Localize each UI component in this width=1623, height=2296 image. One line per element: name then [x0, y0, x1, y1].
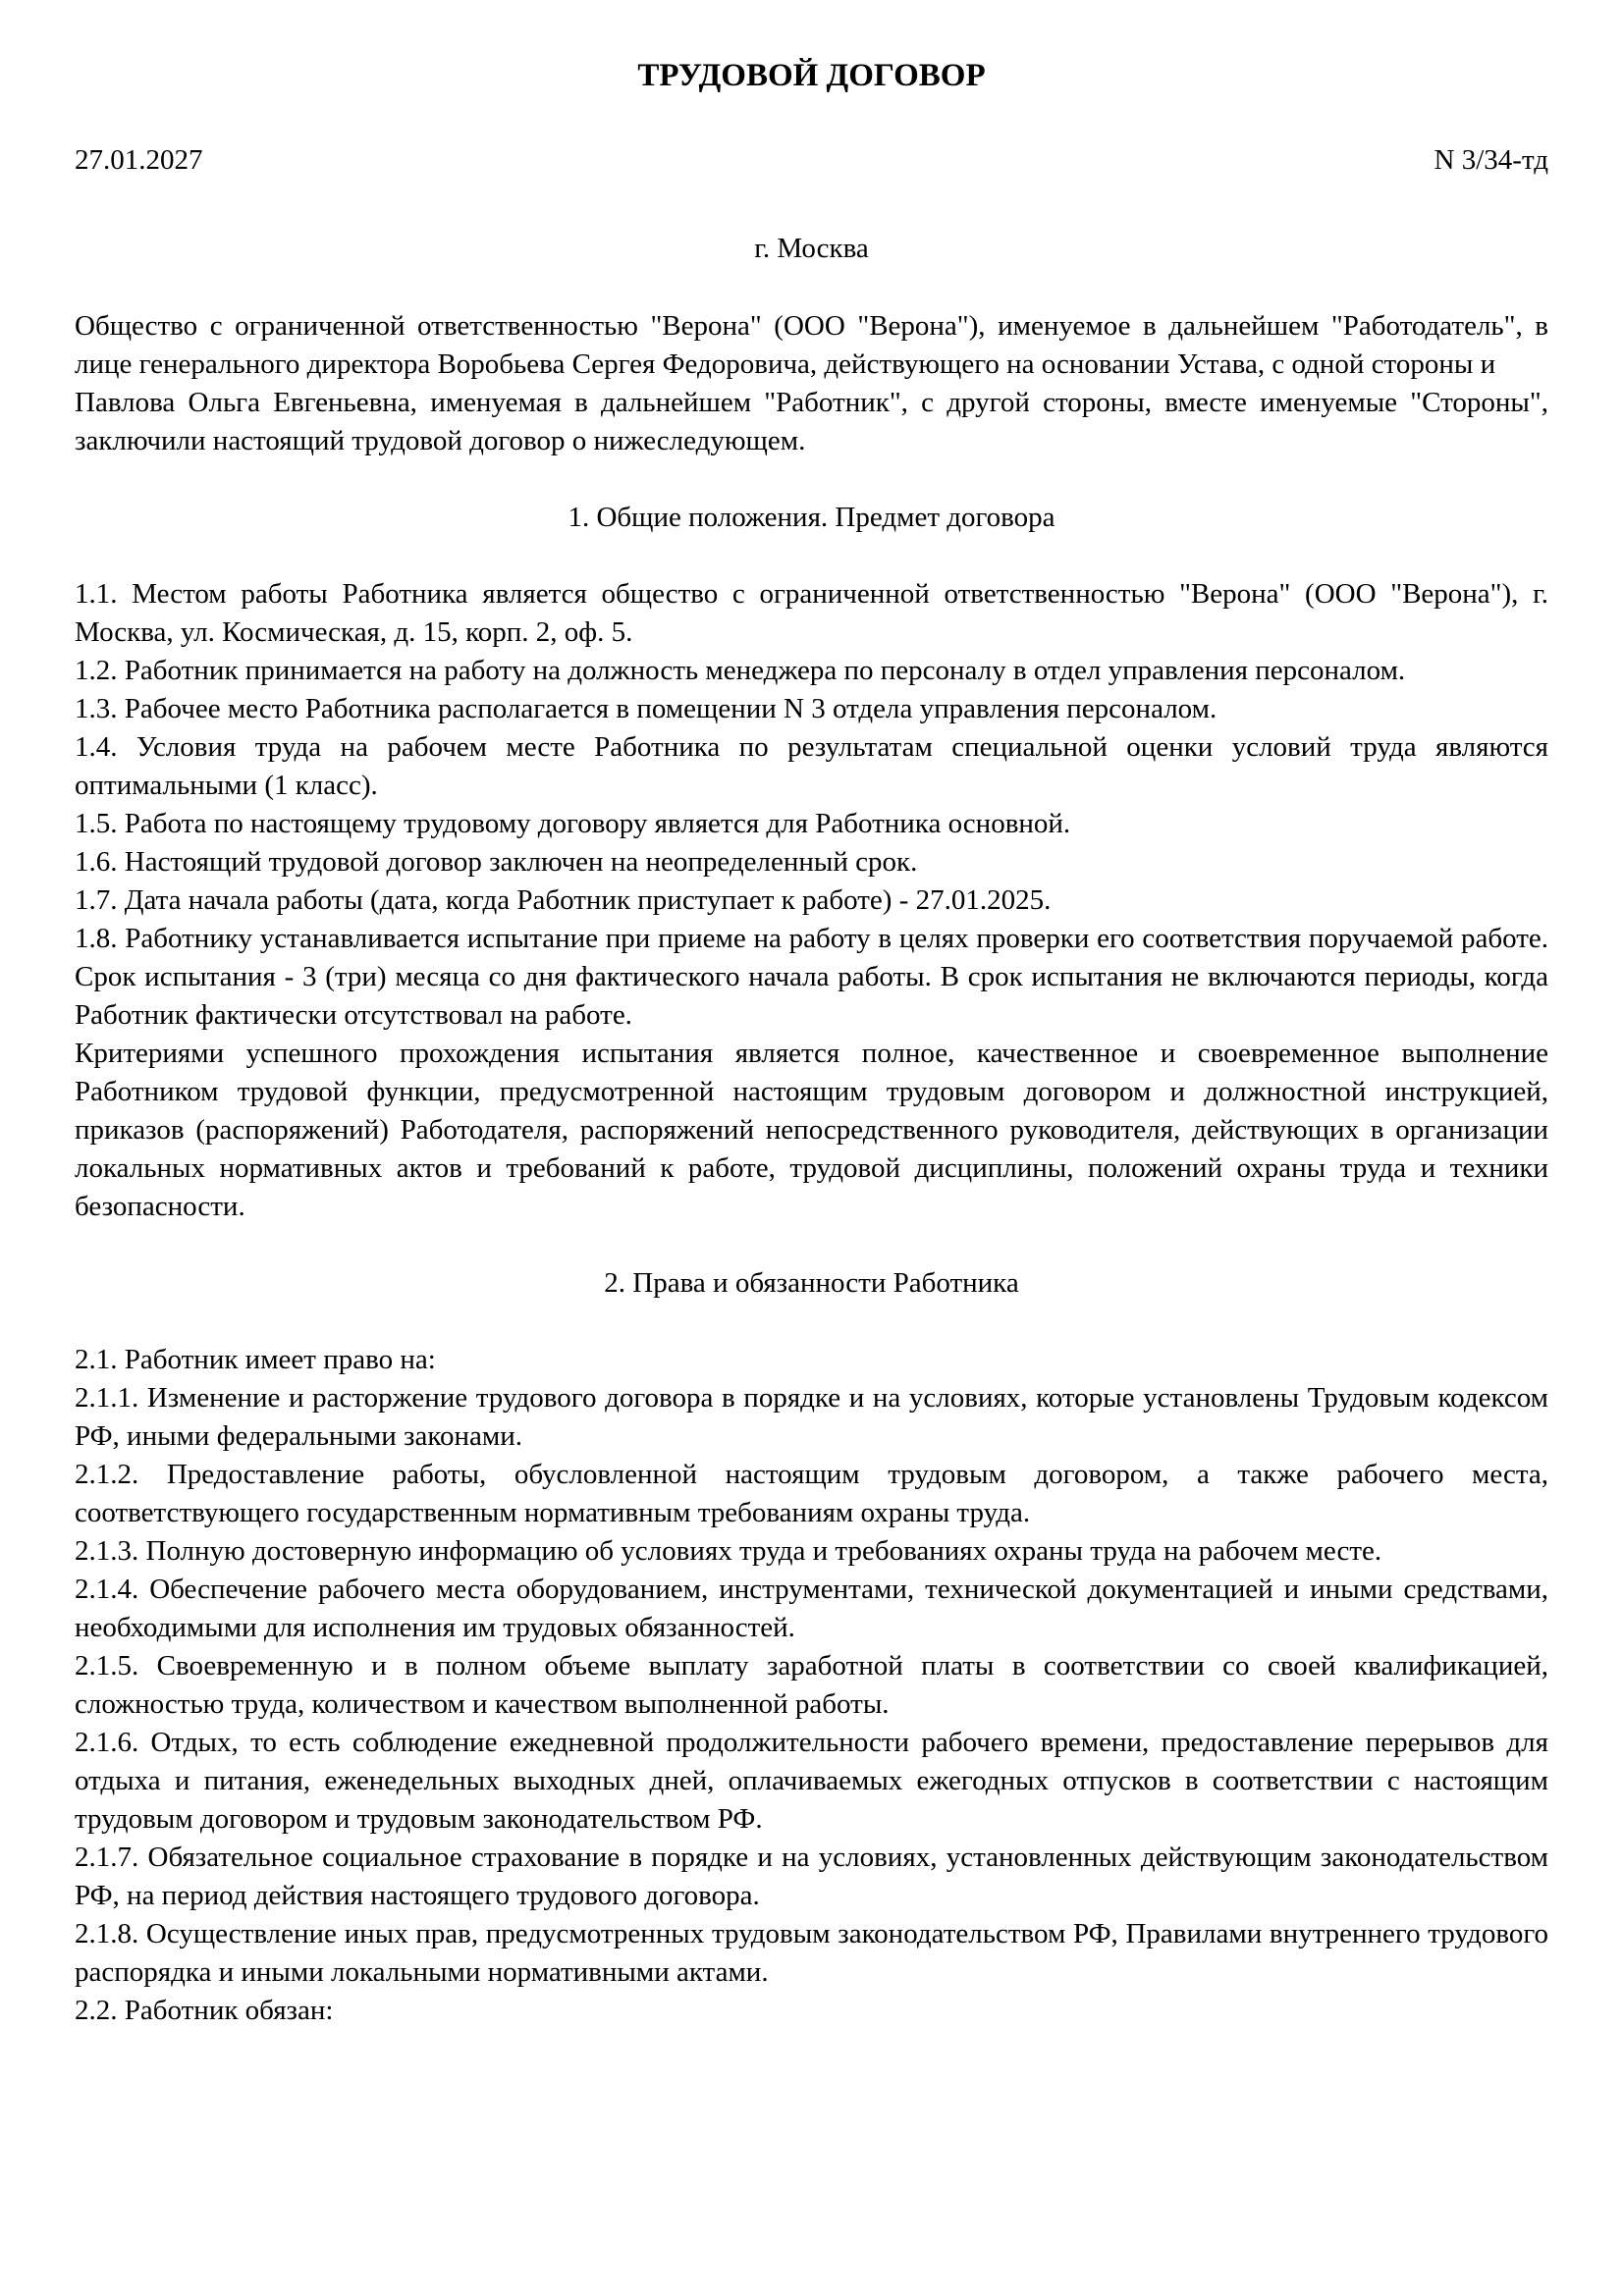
section-heading: 2. Права и обязанности Работника [604, 1267, 1019, 1299]
contract-paragraph: 2.1. Работник имеет право на: [75, 1344, 436, 1375]
contract-paragraph: 1.4. Условия труда на рабочем месте Работника по результатам специальной оценки условий труда являются оптимальными (1 класс). [75, 731, 1548, 801]
contract-paragraph: 2.1.7. Обязательное социальное страхование в порядке и на условиях, установленных действующим законодательством РФ, на период действия настоящего трудового договора. [75, 1842, 1548, 1911]
contract-paragraph: 1.3. Рабочее место Работника располагается в помещении N 3 отдела управления персоналом. [75, 693, 1217, 724]
contract-paragraph: 2.2. Работник обязан: [75, 1995, 334, 2026]
contract-paragraph: Критериями успешного прохождения испытания является полное, качественное и своевременное выполнение Работником трудовой функции, предусмотренной настоящим трудовым договором и должностной инструкцией, приказов (распоряжений) Работодателя, распоряжений непосредственного руководителя, действующих в организации локальных нормативных актов и требований к работе, трудовой дисциплины, положений охраны труда и техники безопасности. [75, 1038, 1548, 1222]
contract-paragraph: 1.1. Местом работы Работника является общество с ограниченной ответственностью "Верона" (ООО "Верона"), г. Москва, ул. Космическая, д. 15, корп. 2, оф. 5. [75, 578, 1548, 648]
contract-paragraph: 2.1.3. Полную достоверную информацию об условиях труда и требованиях охраны труда на рабочем месте. [75, 1535, 1382, 1567]
document-title: ТРУДОВОЙ ДОГОВОР [637, 58, 986, 93]
preamble-paragraph: Павлова Ольга Евгеньевна, именуемая в дальнейшем "Работник", с другой стороны, вместе именуемые "Стороны", заключили настоящий трудовой договор о нижеследующем. [75, 387, 1548, 456]
contract-paragraph: 1.7. Дата начала работы (дата, когда Работник приступает к работе) - 27.01.2025. [75, 884, 1052, 916]
contract-paragraph: 2.1.8. Осуществление иных прав, предусмотренных трудовым законодательством РФ, Правилами внутреннего трудового распорядка и иными локальными нормативными актами. [75, 1918, 1548, 1988]
contract-paragraph: 2.1.4. Обеспечение рабочего места оборудованием, инструментами, технической документацией и иными средствами, необходимыми для исполнения им трудовых обязанностей. [75, 1574, 1548, 1643]
contract-paragraph: 2.1.6. Отдых, то есть соблюдение ежедневной продолжительности рабочего времени, предоставление перерывов для отдыха и питания, еженедельных выходных дней, оплачиваемых ежегодных отпусков в соответствии с настоящим трудовым договором и трудовым законодательством РФ. [75, 1727, 1548, 1835]
contract-paragraph: 2.1.2. Предоставление работы, обусловленной настоящим трудовым договором, а также рабочего места, соответствующего государственным нормативным требованиям охраны труда. [75, 1459, 1548, 1528]
document-meta-row [75, 141, 1548, 180]
preamble-paragraph: Общество с ограниченной ответственностью "Верона" (ООО "Верона"), именуемое в дальнейшем "Работодатель", в лице генерального директора Воробьева Сергея Федоровича, действующего на основании Устава, с одной стороны и [75, 310, 1548, 380]
document-date: 27.01.2027 [75, 144, 203, 176]
document-city: г. Москва [754, 233, 869, 264]
contract-paragraph: 2.1.5. Своевременную и в полном объеме выплату заработной платы в соответствии со своей квалификацией, сложностью труда, количеством и качеством выполненной работы. [75, 1650, 1548, 1720]
contract-paragraph: 1.8. Работнику устанавливается испытание при приеме на работу в целях проверки его соответствия поручаемой работе. Срок испытания - 3 (три) месяца со дня фактического начала работы. В срок испытания не включаются периоды, когда Работник фактически отсутствовал на работе. [75, 923, 1548, 1031]
section-heading: 1. Общие положения. Предмет договора [568, 502, 1055, 533]
contract-paragraph: 2.1.1. Изменение и расторжение трудового договора в порядке и на условиях, которые установлены Трудовым кодексом РФ, иными федеральными законами. [75, 1382, 1548, 1452]
contract-paragraph: 1.6. Настоящий трудовой договор заключен на неопределенный срок. [75, 846, 918, 878]
document-number: N 3/34-тд [1434, 144, 1548, 176]
contract-paragraph: 1.5. Работа по настоящему трудовому договору является для Работника основной. [75, 808, 1071, 839]
contract-paragraph: 1.2. Работник принимается на работу на должность менеджера по персоналу в отдел управления персоналом. [75, 655, 1406, 686]
